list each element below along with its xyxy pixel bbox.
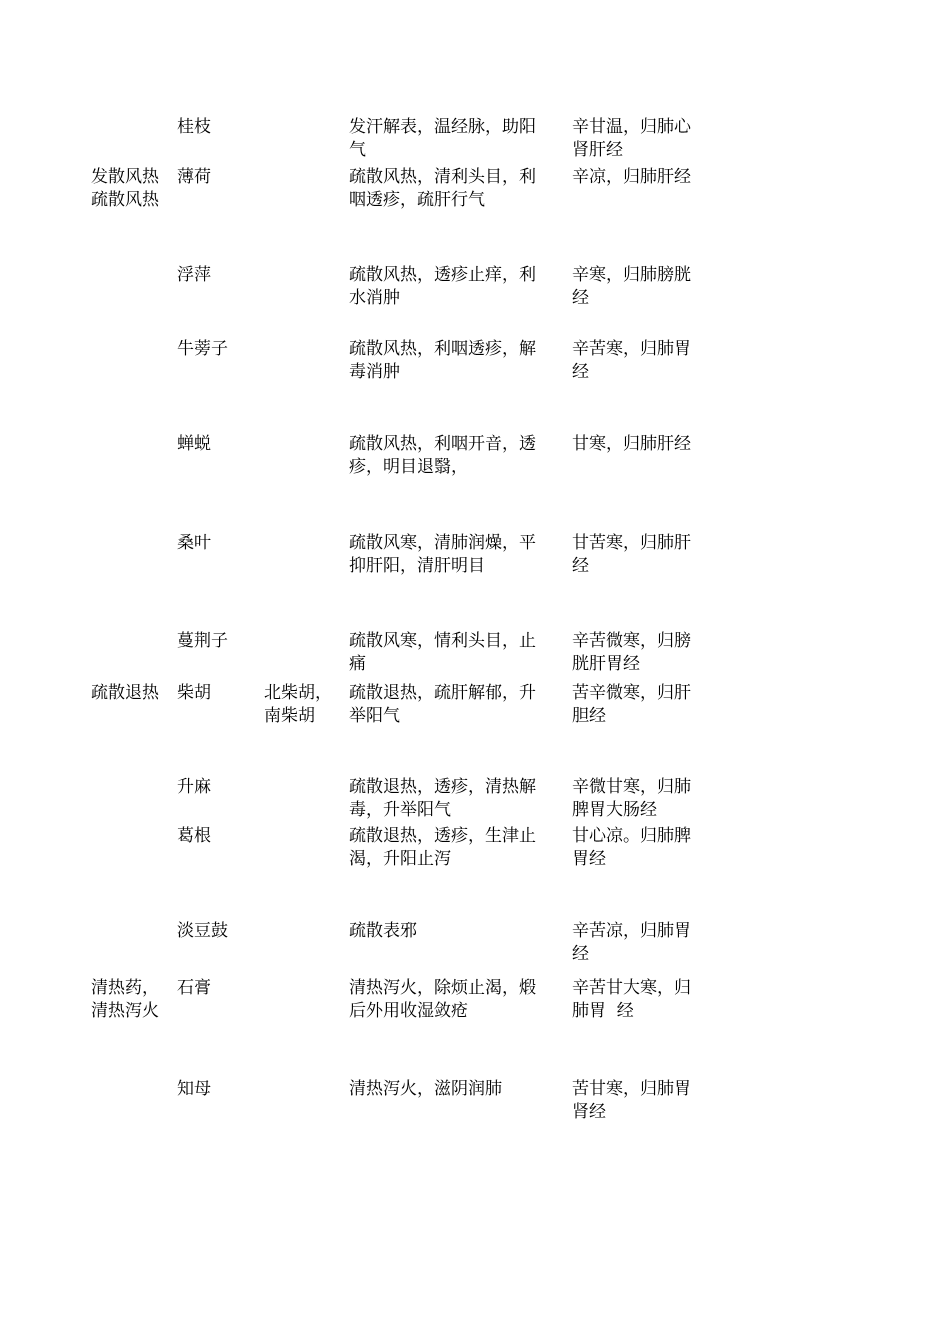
herb-name-cell: 柴胡	[177, 683, 211, 703]
effect-cell: 疏散风热，清利头目，利 咽透疹，疏肝行气	[349, 167, 536, 210]
effect-cell: 疏散退热，透疹，清热解 毒，升举阳气	[349, 777, 536, 820]
effect-cell: 疏散风寒，情利头目，止 痛	[349, 631, 536, 674]
effect-cell: 发汗解表，温经脉，助阳 气	[349, 117, 536, 160]
property-cell: 辛微甘寒，归肺 脾胃大肠经	[572, 777, 691, 820]
herb-name-cell: 升麻	[177, 777, 211, 797]
effect-cell: 清热泻火，除烦止渴，煅 后外用收湿敛疮	[349, 978, 536, 1021]
property-cell: 甘苦寒，归肺肝 经	[572, 533, 691, 576]
effect-cell: 疏散风寒，清肺润燥，平 抑肝阳，清肝明目	[349, 533, 536, 576]
herb-name-cell: 牛蒡子	[177, 339, 228, 359]
effect-cell: 疏散风热，透疹止痒，利 水消肿	[349, 265, 536, 308]
property-cell: 苦甘寒，归肺胃 肾经	[572, 1079, 691, 1122]
category-cell: 疏散退热	[91, 683, 159, 703]
herb-name-cell: 知母	[177, 1079, 211, 1099]
herb-name-cell: 石膏	[177, 978, 211, 998]
herb-name-cell: 桂枝	[177, 117, 211, 137]
category-cell: 发散风热 疏散风热	[91, 167, 159, 210]
property-cell: 辛苦微寒，归膀 胱肝胃经	[572, 631, 691, 674]
herb-name-cell: 薄荷	[177, 167, 211, 187]
herb-name-cell: 蝉蜕	[177, 434, 211, 454]
alias-cell: 北柴胡， 南柴胡	[264, 683, 332, 726]
property-cell: 辛凉，归肺肝经	[572, 167, 691, 187]
property-cell: 辛寒，归肺膀胱 经	[572, 265, 691, 308]
effect-cell: 疏散风热，利咽开音，透 疹，明目退翳，	[349, 434, 536, 477]
herb-name-cell: 蔓荆子	[177, 631, 228, 651]
effect-cell: 疏散风热，利咽透疹，解 毒消肿	[349, 339, 536, 382]
property-cell: 辛苦凉，归肺胃 经	[572, 921, 691, 964]
property-cell: 苦辛微寒，归肝 胆经	[572, 683, 691, 726]
property-cell: 甘心凉。归肺脾 胃经	[572, 826, 691, 869]
herb-name-cell: 桑叶	[177, 533, 211, 553]
property-cell: 辛苦寒，归肺胃 经	[572, 339, 691, 382]
category-cell: 清热药， 清热泻火	[91, 978, 159, 1021]
property-cell: 辛苦甘大寒，归 肺胃 经	[572, 978, 691, 1021]
effect-cell: 疏散表邪	[349, 921, 417, 941]
property-cell: 甘寒，归肺肝经	[572, 434, 691, 454]
property-cell: 辛甘温，归肺心 肾肝经	[572, 117, 691, 160]
effect-cell: 疏散退热，疏肝解郁，升 举阳气	[349, 683, 536, 726]
effect-cell: 疏散退热，透疹，生津止 渴，升阳止泻	[349, 826, 536, 869]
herb-name-cell: 葛根	[177, 826, 211, 846]
effect-cell: 清热泻火，滋阴润肺	[349, 1079, 502, 1099]
herb-name-cell: 淡豆鼓	[177, 921, 228, 941]
herb-name-cell: 浮萍	[177, 265, 211, 285]
